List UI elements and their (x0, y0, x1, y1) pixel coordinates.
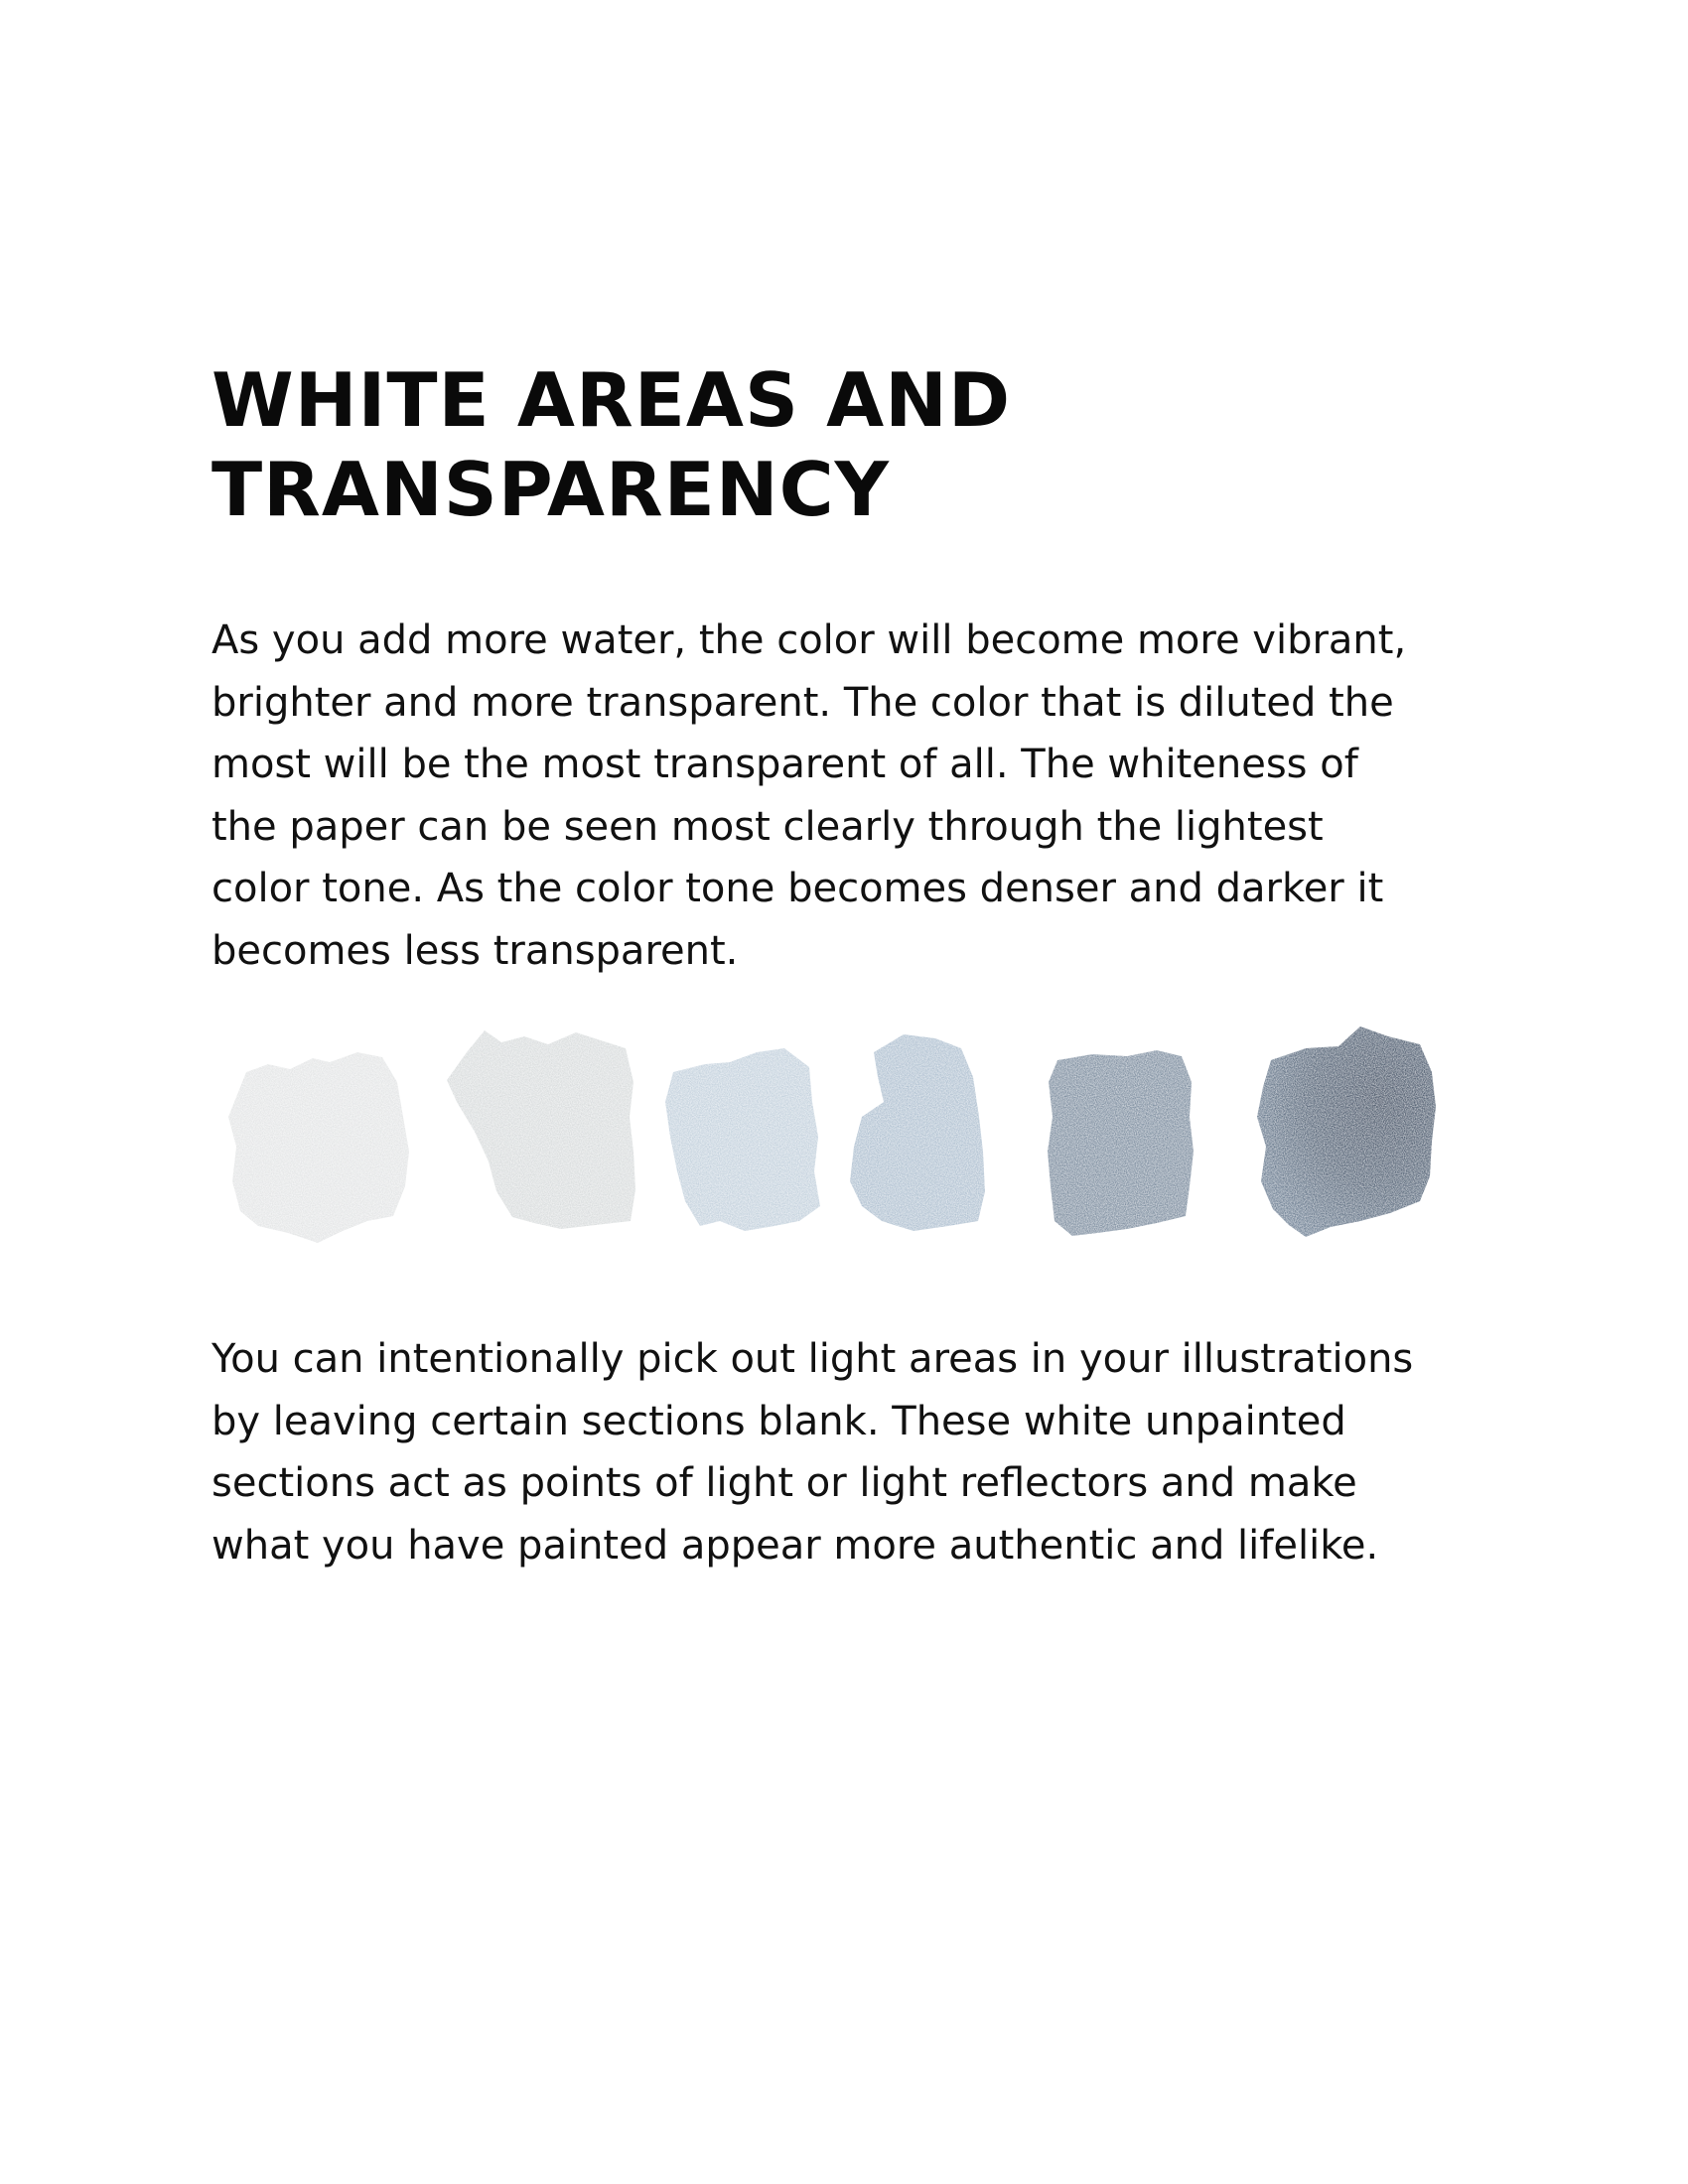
swatch-4 (850, 1034, 985, 1231)
page-title (211, 355, 1502, 534)
swatch-5 (1048, 1050, 1194, 1236)
paragraph-line: most will be the most transparent of all. The whiteness of (211, 742, 1358, 787)
paragraph-line: becomes less transparent. (211, 927, 739, 974)
title-line-1: WHITE AREAS AND (211, 356, 1012, 444)
paragraph-line: brighter and more transparent. The color that is diluted the (211, 679, 1394, 726)
swatch-3 (665, 1048, 820, 1231)
paragraph-line: color tone. As the color tone becomes denser and darker it (211, 866, 1384, 911)
paragraph-white-areas (211, 1328, 1522, 1576)
watercolor-swatches (218, 1023, 1470, 1281)
paragraph-line: by leaving certain sections blank. These white unpainted (211, 1398, 1346, 1444)
paragraph-line: You can intentionally pick out light areas in your illustrations (211, 1336, 1414, 1382)
paragraph-transparency (211, 610, 1522, 982)
paragraph-line: the paper can be seen most clearly through the lightest (211, 803, 1324, 850)
paragraph-line: As you add more water, the color will become more vibrant, (211, 617, 1407, 663)
paragraph-line: sections act as points of light or light reflectors and make (211, 1460, 1357, 1506)
swatch-6 (1257, 1026, 1436, 1237)
paragraph-line: what you have painted appear more authentic and lifelike. (211, 1522, 1379, 1569)
swatch-strip (218, 1023, 1470, 1281)
swatch-2 (447, 1030, 635, 1229)
swatch-1 (228, 1052, 409, 1243)
title-line-2: TRANSPARENCY (211, 446, 890, 533)
